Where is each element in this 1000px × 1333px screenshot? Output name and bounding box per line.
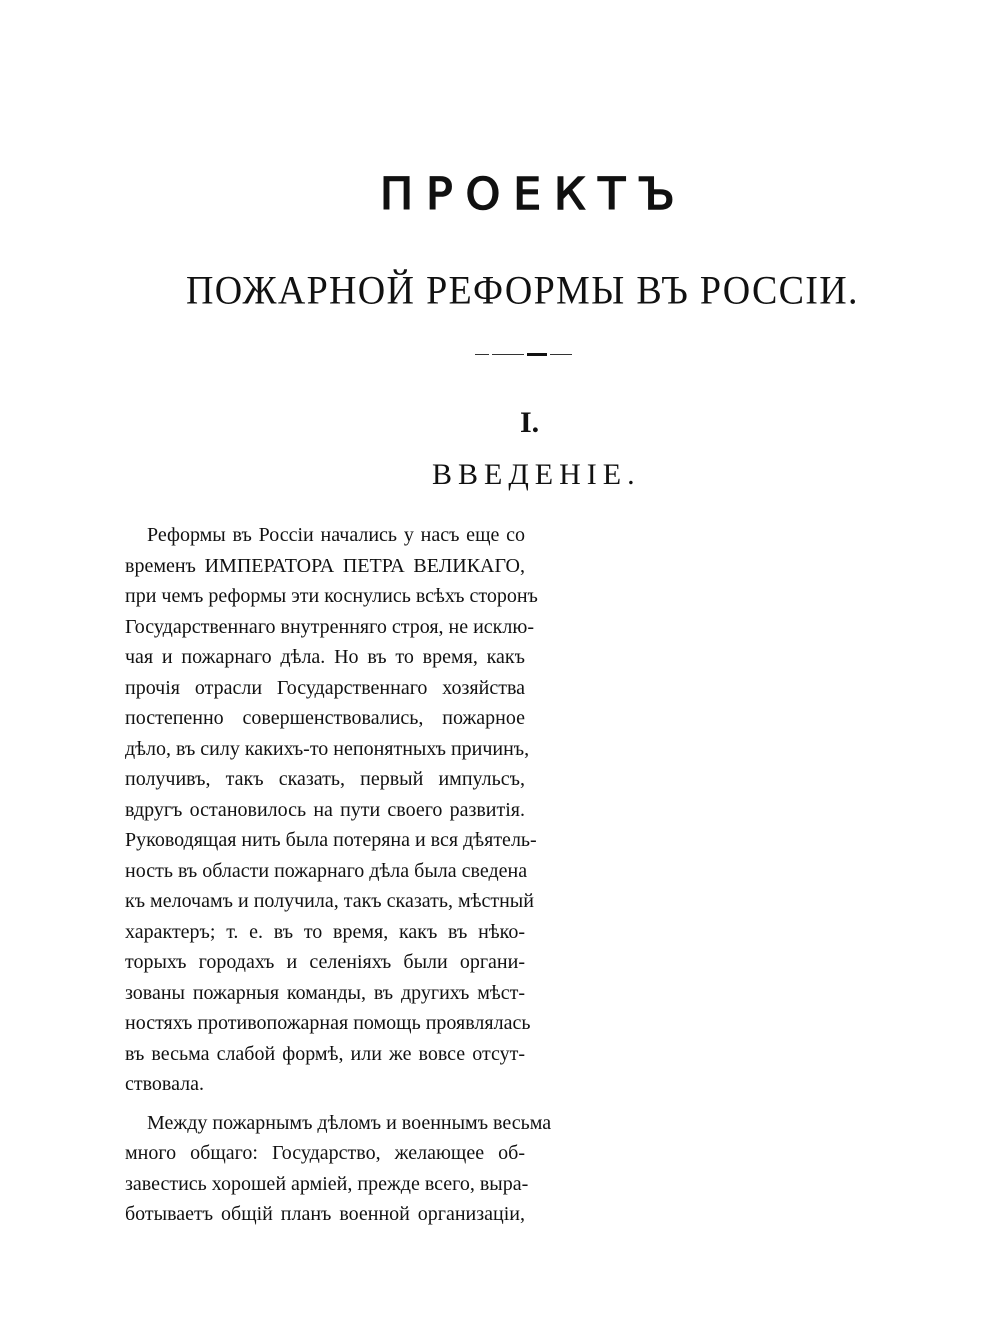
section-heading: ВВЕДЕНІЕ. [432, 458, 641, 491]
text-line: торыхъ городахъ и селеніяхъ были органи- [125, 951, 525, 973]
text-line: ствовала. [125, 1073, 205, 1095]
text-line: временъ ИМПЕРАТОРА ПЕТРА ВЕЛИКАГО, [125, 554, 525, 577]
text-line: Государственнаго внутренняго строя, не исклю- [125, 615, 534, 638]
title-divider [475, 354, 572, 356]
paragraph-1 [125, 520, 538, 1100]
page-title: ПРОЕКТЪ [380, 169, 688, 220]
text-line: ботываетъ общій планъ военной организаціи, [125, 1203, 525, 1225]
text-line: Между пожарнымъ дѣломъ и военнымъ весьма [147, 1111, 552, 1134]
text-line: ность въ области пожарнаго дѣла была сведена [125, 859, 528, 882]
text-line: ностяхъ противопожарная помощь проявлялась [125, 1012, 531, 1034]
text-line: прочія отрасли Государственнаго хозяйства [125, 676, 525, 699]
text-line: постепенно совершенствовались, пожарное [125, 707, 525, 729]
page-subtitle: ПОЖАРНОЙ РЕФОРМЫ ВЪ РОССІИ. [186, 269, 859, 314]
text-line: чая и пожарнаго дѣла. Но въ то время, какъ [125, 646, 525, 668]
body-text [125, 520, 552, 1230]
text-line: получивъ, такъ сказать, первый импульсъ, [125, 768, 525, 790]
text-line: Реформы въ Россіи начались у насъ еще со [147, 524, 525, 546]
paragraph-gap [125, 1100, 525, 1108]
text-line: дѣло, въ силу какихъ-то непонятныхъ причинъ, [125, 737, 530, 760]
text-line: завестись хорошей арміей, прежде всего, выра- [125, 1172, 529, 1195]
text-line: въ весьма слабой формѣ, или же вовсе отсут- [125, 1042, 525, 1065]
text-line: зованы пожарныя команды, въ другихъ мѣст- [125, 981, 525, 1004]
text-line: много общаго: Государство, желающее об- [125, 1142, 525, 1164]
text-line: характеръ; т. е. въ то время, какъ въ нѣко- [125, 920, 525, 943]
text-line: при чемъ реформы эти коснулись всѣхъ сторонъ [125, 585, 538, 607]
section-number: I. [520, 406, 540, 439]
paragraph-2 [125, 1108, 552, 1230]
text-line: вдругъ остановилось на пути своего развитія. [125, 798, 525, 821]
text-line: къ мелочамъ и получила, такъ сказать, мѣстный [125, 890, 534, 912]
text-line: Руководящая нить была потеряна и вся дѣятель- [125, 829, 537, 851]
